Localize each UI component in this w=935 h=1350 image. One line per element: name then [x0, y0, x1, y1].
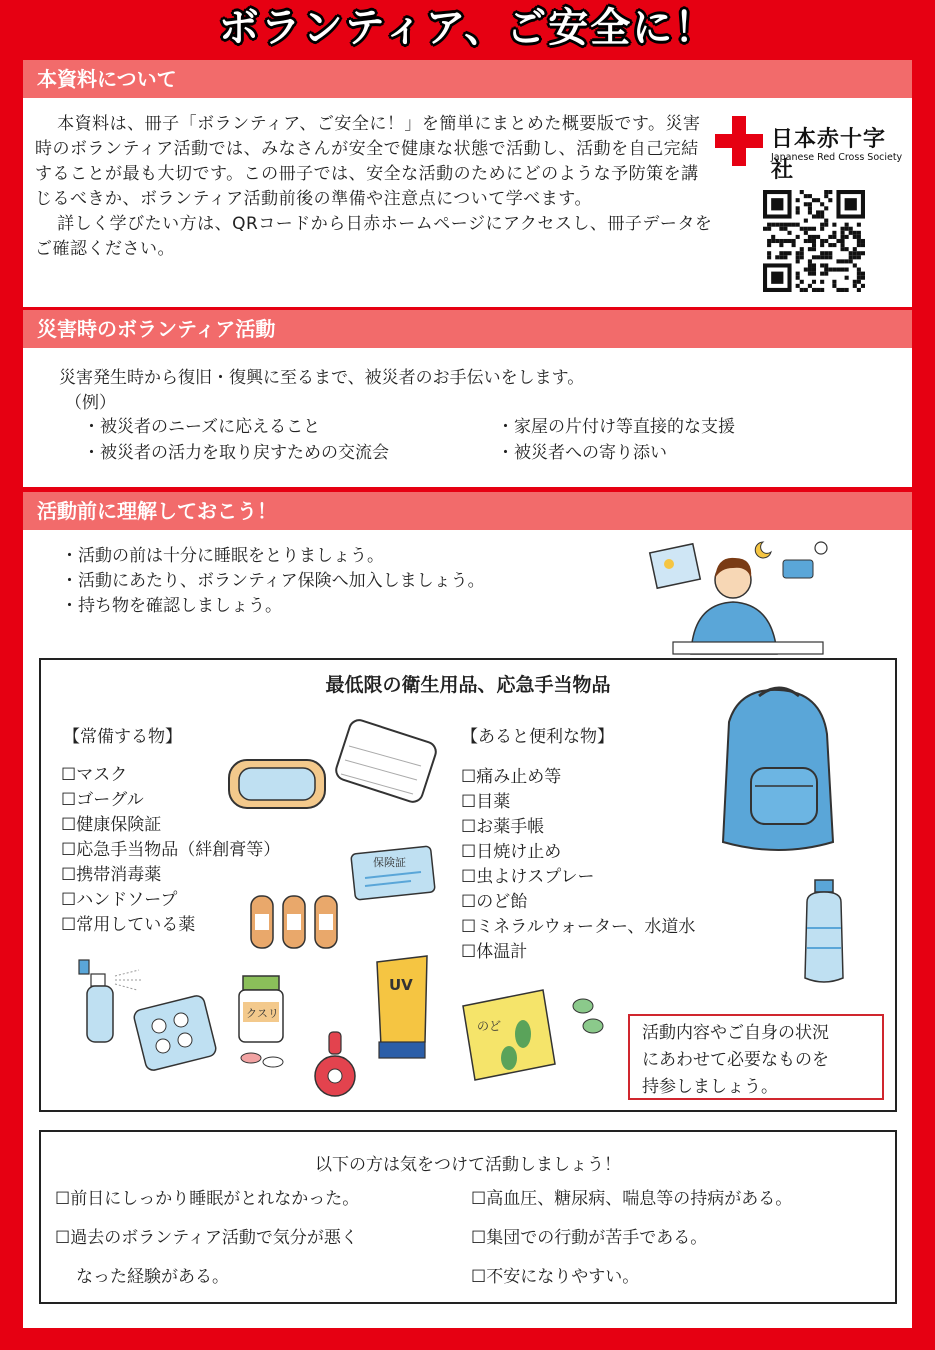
- about-text: [35, 112, 715, 262]
- disaster-section: [23, 310, 912, 487]
- page-title: ボランティア、ご安全に！: [218, 5, 717, 51]
- caution-item[interactable]: ☐過去のボランティア活動で気分が悪く: [55, 1228, 358, 1248]
- checklist-item[interactable]: ☐体温計: [461, 942, 528, 962]
- note-line: 活動内容やご自身の状況: [642, 1023, 829, 1043]
- candy-label: のど: [477, 1019, 502, 1033]
- example-item: ・被災者への寄り添い: [497, 443, 667, 463]
- caution-item[interactable]: ☐集団での行動が苦手である。: [471, 1228, 708, 1248]
- about-paragraph-1: 本資料は、冊子「ボランティア、ご安全に！」を簡単にまとめた概要版です。災害時のボランティア活動では、みなさんが安全で健康な状態で活動し、活動を自己完結することが最も大切です。この冊子では、安全な活動のためにどのような予防策を講じるべきか、ボランティア活動前後の準備や注意点について学べます。: [35, 114, 701, 209]
- bandage-icon: [247, 892, 347, 952]
- checklist-item[interactable]: ☐虫よけスプレー: [461, 867, 595, 887]
- about-section: [23, 60, 912, 307]
- bring-note: [628, 1014, 884, 1100]
- jrc-logo: [713, 116, 903, 183]
- medicine-bottle-icon: [233, 972, 293, 1072]
- goggles-mask-icon: [221, 720, 451, 830]
- useful-items-heading: 【あると便利な物】: [461, 727, 614, 747]
- uv-label: UV: [389, 976, 413, 994]
- tip-item: ・活動にあたり、ボランティア保険へ加入しましょう。: [61, 571, 485, 591]
- tips-list: [61, 544, 485, 619]
- example-item: ・被災者のニーズに応えること: [83, 417, 321, 437]
- regular-items-heading: 【常備する物】: [63, 727, 182, 747]
- disaster-lead: [59, 366, 584, 416]
- caution-left-list: [55, 1180, 359, 1297]
- checklist-item[interactable]: ☐健康保険証: [61, 815, 162, 835]
- red-cross-icon-bar: [715, 134, 763, 148]
- medicine-label: クスリ: [246, 1007, 279, 1020]
- note-line: 持参しましょう。: [642, 1077, 778, 1097]
- tip-item: ・持ち物を確認しましょう。: [61, 596, 282, 616]
- caution-box: [39, 1130, 897, 1304]
- checklist-item[interactable]: ☐携帯消毒薬: [61, 865, 162, 885]
- checklist-item[interactable]: ☐マスク: [61, 765, 128, 785]
- about-heading: 本資料について: [23, 60, 912, 98]
- checklist-item[interactable]: ☐ハンドソープ: [61, 890, 178, 910]
- insurance-card-icon: [351, 844, 441, 904]
- about-paragraph-2: 詳しく学びたい方は、QRコードから日赤ホームページにアクセスし、冊子データをご確認ください。: [35, 214, 713, 259]
- tip-item: ・活動の前は十分に睡眠をとりましょう。: [61, 546, 384, 566]
- checklist-item[interactable]: ☐お薬手帳: [461, 817, 545, 837]
- example-item: ・家屋の片付け等直接的な支援: [497, 417, 735, 437]
- eye-drops-icon: [311, 1030, 361, 1100]
- jrc-name: 日本赤十字社: [771, 127, 887, 183]
- example-label: （例）: [65, 393, 116, 413]
- caution-item: なった経験がある。: [59, 1267, 229, 1287]
- checklist-item[interactable]: ☐応急手当物品（絆創膏等）: [61, 840, 281, 860]
- checklist-item[interactable]: ☐目薬: [461, 792, 511, 812]
- checklist-item[interactable]: ☐日焼け止め: [461, 842, 562, 862]
- example-item: ・被災者の活力を取り戻すための交流会: [83, 443, 389, 463]
- supplies-box: [39, 658, 897, 1112]
- water-bottle-icon: [799, 878, 849, 988]
- caution-title: 以下の方は気をつけて活動しましょう！: [315, 1155, 621, 1175]
- disaster-lead-text: 災害発生時から復旧・復興に至るまで、被災者のお手伝いをします。: [59, 368, 585, 388]
- caution-right-list: [471, 1180, 792, 1297]
- before-activity-section: [23, 492, 912, 1328]
- sunscreen-icon: [367, 954, 437, 1064]
- checklist-item[interactable]: ☐ゴーグル: [61, 790, 144, 810]
- caution-item[interactable]: ☐不安になりやすい。: [471, 1267, 640, 1287]
- backpack-icon: [699, 682, 849, 857]
- checklist-item[interactable]: ☐常用している薬: [61, 915, 196, 935]
- disaster-heading: 災害時のボランティア活動: [23, 310, 912, 348]
- useful-items-list: [461, 765, 695, 965]
- pill-pack-icon: [133, 996, 223, 1076]
- insurance-card-label: 保険証: [373, 856, 406, 869]
- before-heading: 活動前に理解しておこう！: [23, 492, 912, 530]
- jrc-english-name: Japanese Red Cross Society: [771, 152, 903, 163]
- checklist-item[interactable]: ☐痛み止め等: [461, 767, 562, 787]
- qr-code[interactable]: [763, 190, 865, 292]
- supplies-title: 最低限の衛生用品、応急手当物品: [325, 674, 611, 696]
- throat-candy-icon: [459, 984, 609, 1084]
- caution-item[interactable]: ☐高血圧、糖尿病、喘息等の持病がある。: [471, 1189, 793, 1209]
- note-line: にあわせて必要なものを: [642, 1050, 829, 1070]
- checklist-item[interactable]: ☐のど飴: [461, 892, 528, 912]
- checklist-item[interactable]: ☐ミネラルウォーター、水道水: [461, 917, 696, 937]
- caution-item[interactable]: ☐前日にしっかり睡眠がとれなかった。: [55, 1189, 360, 1209]
- sleep-illustration: [643, 538, 843, 656]
